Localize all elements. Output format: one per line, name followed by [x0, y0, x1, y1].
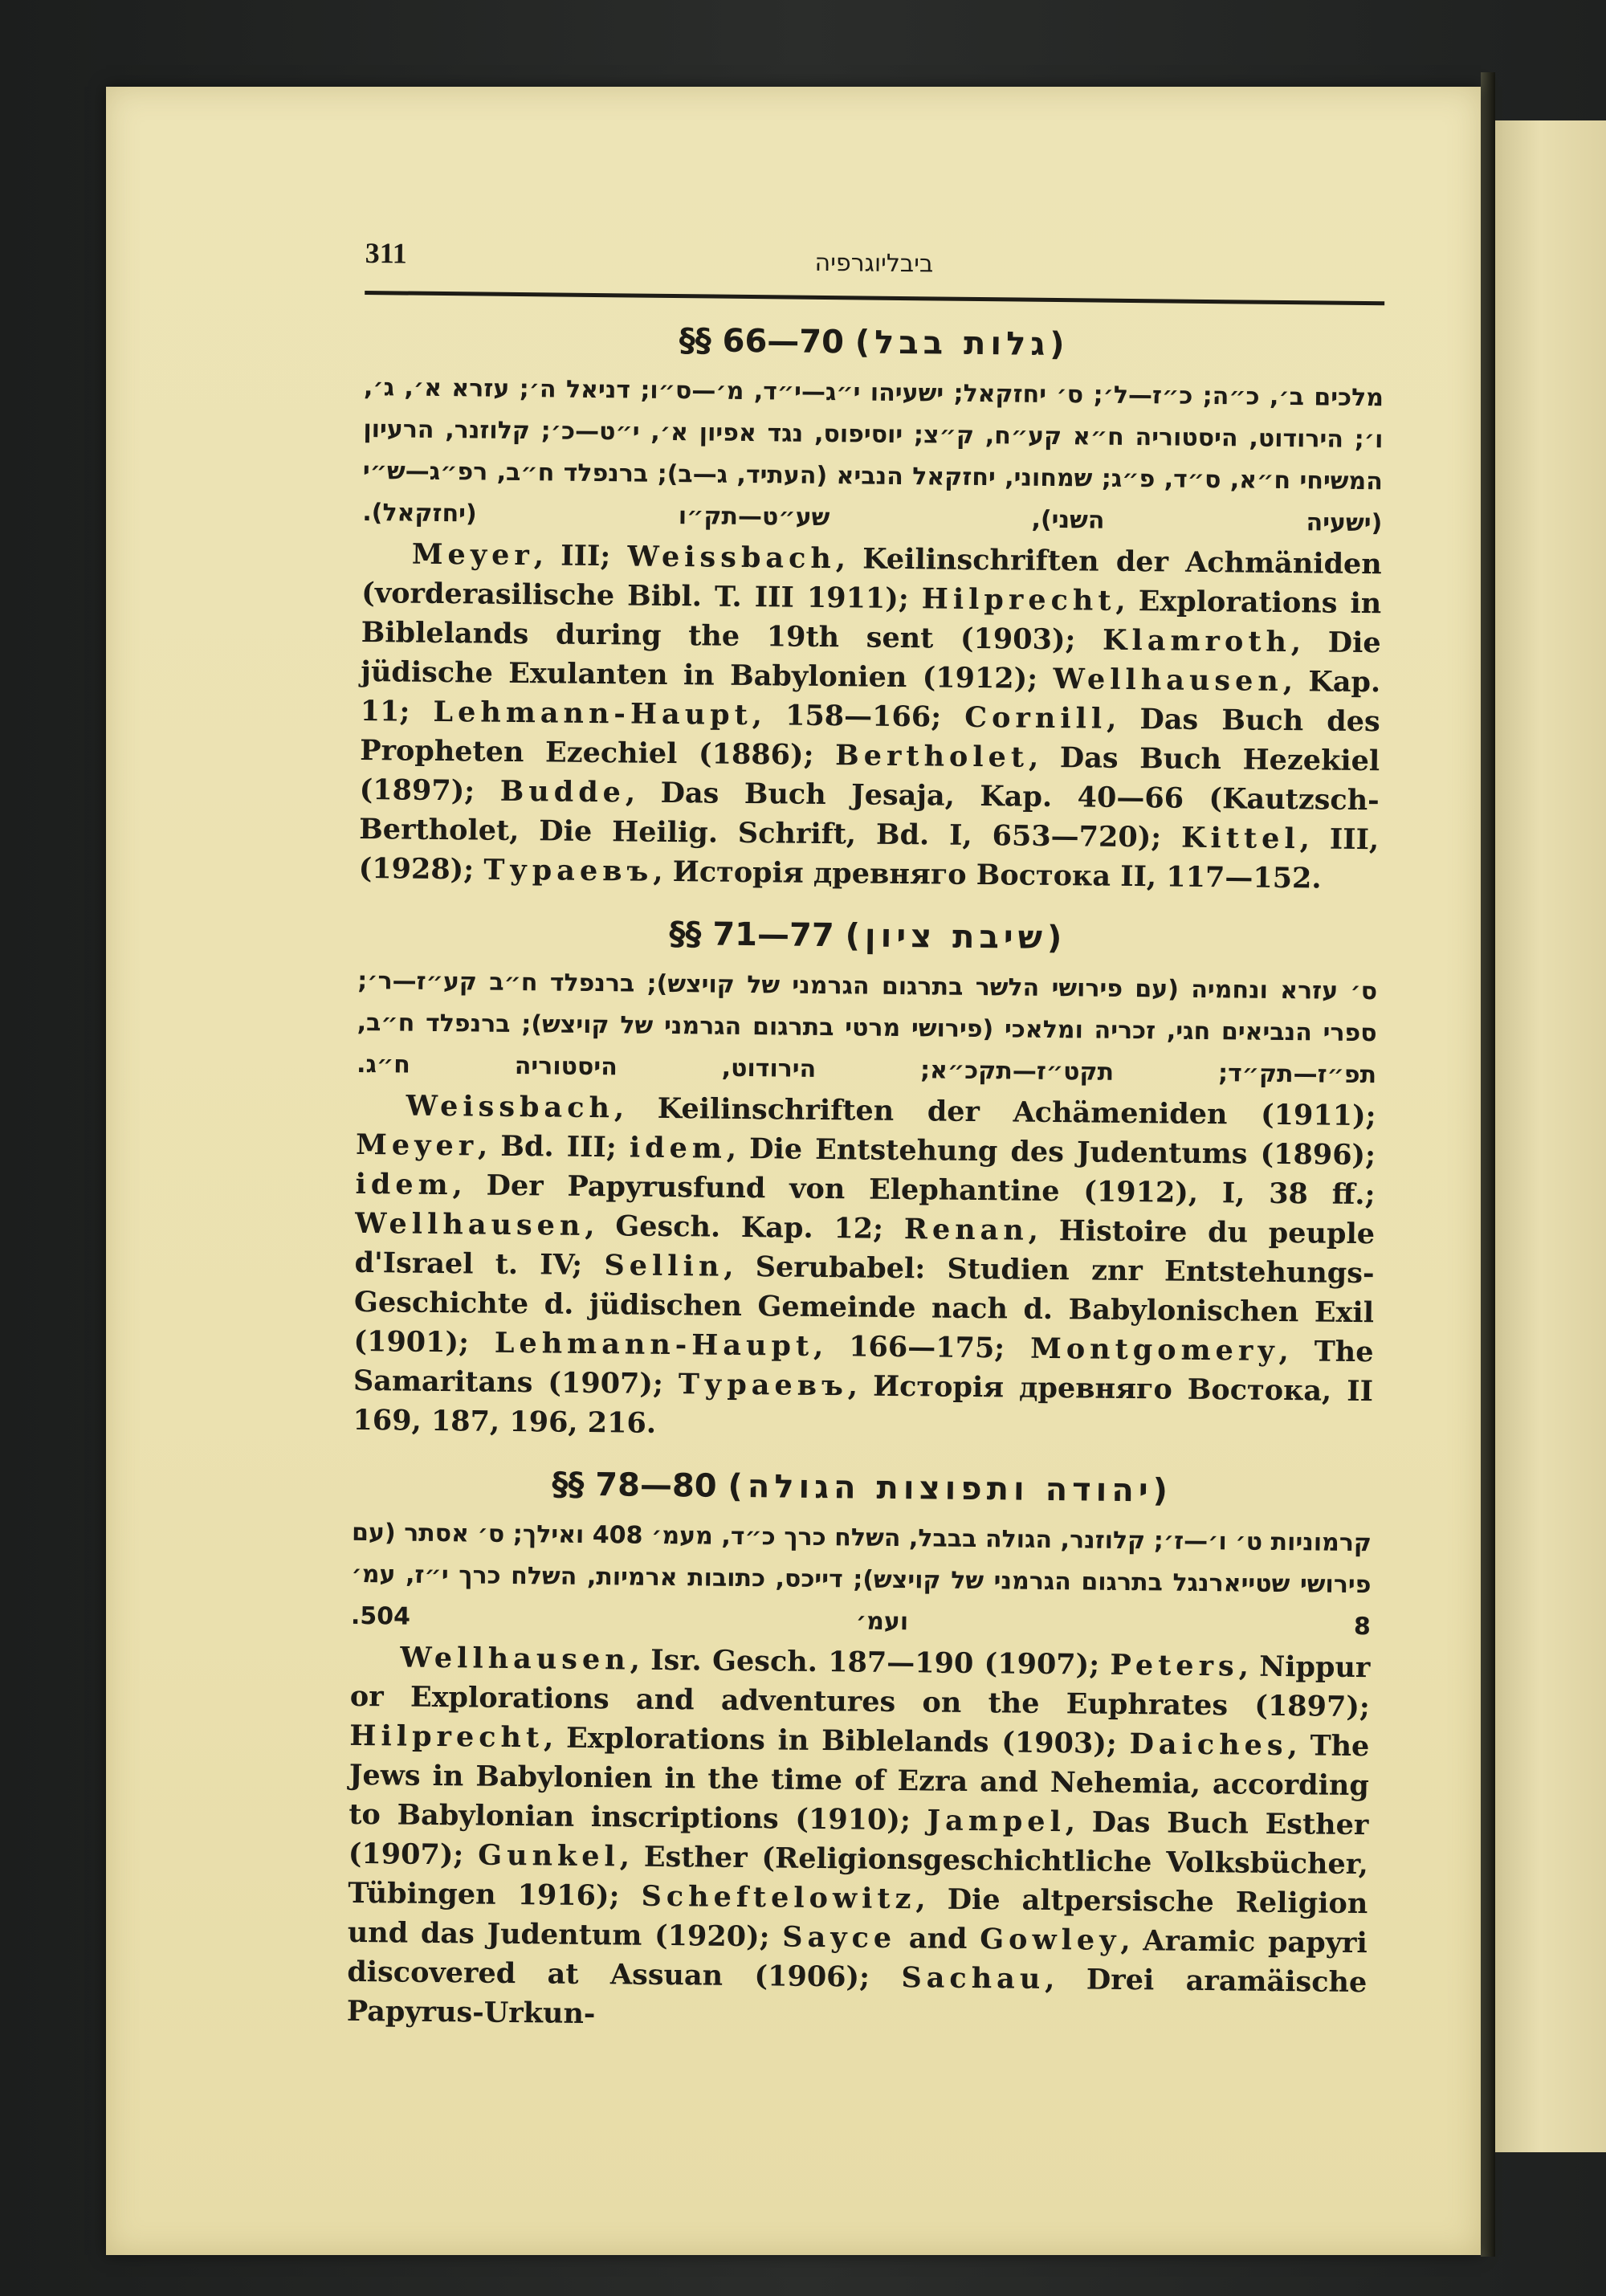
hebrew-bibliography: מלכים ב׳, כ״ה; כ״ז—ל׳; ס׳ יחזקאל; ישעיהו י״ג—י״ד, מ׳—ס״ו; דניאל ה׳; עזרא א׳, ג׳, ו׳; הירודוט, היסטוריה ח״א קע״ח, ק״צ; יוסיפוס, נגד אפיון א׳, י״ט—כ׳; קלוזנר, הרעיון המשיחי ח״א, ס״ד, פ״ג; שמחוני, יחזקאל הנביא (העתיד, ג—ב); ברנפלד ח״ב, רפ״ג—ש״י (ישעיה השני), שע״ט—תק״ו (יחזקאל).	[362, 373, 1384, 538]
reference-text: , Der Papyrusfund von Elephantine (1912), I, 38 ff.;	[452, 1168, 1376, 1212]
latin-bibliography	[353, 1086, 1376, 1450]
author-name: Тураевъ	[678, 1368, 849, 1403]
page-number: 311	[365, 236, 407, 270]
author-name: Gunkel	[478, 1838, 621, 1874]
author-name: Sayce	[782, 1920, 897, 1955]
section-title: (גלות בבל)	[854, 324, 1070, 364]
author-name: Klamroth	[1102, 623, 1292, 659]
reference-text: , Esther (Religionsgeschichtliche Volksbücher, Tübingen 1916);	[348, 1840, 1369, 1913]
reference-text: , 166—175;	[813, 1329, 1031, 1365]
author-name: Lehmann-Haupt	[433, 695, 752, 732]
author-name: Daiches	[1129, 1727, 1288, 1763]
section-title: (שיבת ציון)	[845, 917, 1067, 957]
page-content	[347, 233, 1385, 2041]
reference-text: , Histoire du peuple d'Israel t. IV;	[354, 1213, 1376, 1283]
section-range: §§ 71—77	[669, 916, 834, 955]
hebrew-bibliography: ס׳ עזרא ונחמיה (עם פירושי הלשר בתרגום הגרמני של קויצש); ברנפלד ח״ב קע״ז—ר׳; ספרי הנביאים חגי, זכריה ומלאכי (פירושי מרטי בתרגום הגרמני של קויצש); ברנפלד ח״ב, תפ״ז—תק״ד; תקט״ז—תקכ״א; הירודוט, היסטוריה ח״ג.	[356, 966, 1378, 1090]
author-name: Тураевъ	[483, 853, 654, 888]
reference-text: , Die jüdische Exulanten in Babylonien (1912);	[361, 626, 1381, 695]
author-name: Sellin	[604, 1249, 724, 1283]
author-name: Wellhausen	[354, 1206, 585, 1242]
reference-text: , Исторія древняго Востока, II 169, 187, 196, 216.	[353, 1369, 1374, 1440]
author-name: Budde	[499, 774, 626, 810]
author-name: Wellhausen	[1053, 663, 1284, 698]
section-title: (יהודה ותפוצות הגולה)	[728, 1467, 1173, 1510]
book-spine	[1481, 72, 1495, 2257]
author-name: Weissbach	[406, 1089, 615, 1125]
author-name: Hilprecht	[921, 582, 1116, 618]
reference-text: , Explorations in Biblelands (1903);	[543, 1721, 1130, 1761]
reference-text: , Die Entstehung des Judentums (1896);	[726, 1132, 1376, 1172]
reference-text: and	[895, 1922, 980, 1956]
section-range: §§ 66—70	[679, 322, 845, 361]
section-range: §§ 78—80	[552, 1466, 717, 1505]
reference-text: , III, (1928);	[358, 822, 1380, 887]
reference-text: , The Jews in Babylonien in the time of Ezra and Nehemia, according to Babylonian inscriptions (1910);	[349, 1729, 1370, 1837]
reference-text: , Исторія древняго Востока II, 117—152.	[653, 854, 1322, 895]
author-name: Meyer	[355, 1128, 479, 1163]
reference-text: , Die altpersische Religion und das Judentum (1920);	[347, 1882, 1368, 1954]
reference-text: , Keilinschriften der Achmäniden (vorderasilische Bibl. T. III 1911);	[361, 542, 1382, 616]
reference-text: , Drei aramäische Papyrus-Urkun-	[346, 1962, 1368, 2031]
author-name: Wellhausen	[400, 1641, 630, 1677]
reference-text: , Isr. Gesch. 187—190 (1907);	[630, 1643, 1111, 1682]
section-heading	[352, 1464, 1372, 1511]
author-name: Jampel	[927, 1804, 1066, 1839]
reference-text: , Aramic papyri discovered at Assuan (1906);	[347, 1923, 1368, 1995]
author-name: Bertholet	[834, 739, 1029, 774]
reference-text: , Gesch. Kap. 12;	[585, 1209, 905, 1246]
author-name: Hilprecht	[349, 1719, 544, 1755]
reference-text: , Das Buch Esther (1907);	[348, 1805, 1369, 1872]
author-name: Meyer	[411, 537, 535, 573]
author-name: idem	[629, 1131, 728, 1165]
latin-bibliography	[358, 534, 1382, 899]
reference-text: , Das Buch Hezekiel (1897);	[359, 740, 1380, 808]
reference-text: , Kap. 11;	[360, 664, 1381, 728]
reference-text: , Explorations in Biblelands during the 19th sent (1903);	[361, 584, 1382, 657]
reference-text: , Das Buch des Propheten Ezechiel (1886);	[360, 702, 1380, 773]
author-name: Scheftelowitz	[641, 1879, 916, 1916]
author-name: idem	[355, 1167, 453, 1202]
author-name: Weissbach	[627, 540, 837, 576]
reference-text: , Bd. III;	[477, 1129, 630, 1164]
reference-text: , Serubabel: Studien znr Entstehungs-Geschichte d. jüdischen Gemeinde nach d. Babylonischen Exil (1901);	[353, 1250, 1375, 1360]
author-name: Kittel	[1180, 821, 1300, 856]
author-name: Montgomery	[1029, 1332, 1279, 1368]
hebrew-bibliography: קרמוניות ט׳ ו׳—ז׳; קלוזנר, הגולה בבבל, השלח כרך כ״ד, מעמ׳ 408 ואילך; ס׳ אסתר (עם פירושי שטייארנגל בתרגום הגרמני של קויצש); דייכס, כתובות ארמיות, השלח כרך י״ז, עמ׳ 8 ועמ׳ 504.	[350, 1518, 1372, 1641]
page-header	[365, 233, 1385, 305]
reference-text: , III;	[533, 539, 628, 573]
section-heading	[358, 912, 1378, 960]
reference-text: , Nippur or Explorations and adventures on the Euphrates (1897);	[349, 1650, 1371, 1724]
adjacent-page-edge	[1495, 120, 1606, 2152]
author-name: Gowley	[980, 1923, 1121, 1957]
reference-text: , 158—166;	[752, 699, 965, 734]
author-name: Renan	[903, 1213, 1029, 1247]
author-name: Cornill	[964, 700, 1107, 736]
reference-text: , The Samaritans (1907);	[353, 1334, 1374, 1401]
reference-text: , Keilinschriften der Achämeniden (1911);	[613, 1091, 1376, 1133]
reference-text: , Das Buch Jesaja, Kap. 40—66 (Kautzsch-Bertholet, Die Heilig. Schrift, Bd. I, 653—720);	[359, 776, 1380, 854]
section-heading	[364, 319, 1384, 366]
latin-bibliography	[347, 1637, 1371, 2041]
running-title: ביבליוגרפיה	[814, 248, 934, 279]
author-name: Sachau	[901, 1961, 1046, 1996]
author-name: Lehmann-Haupt	[494, 1326, 814, 1363]
author-name: Peters	[1110, 1648, 1239, 1683]
